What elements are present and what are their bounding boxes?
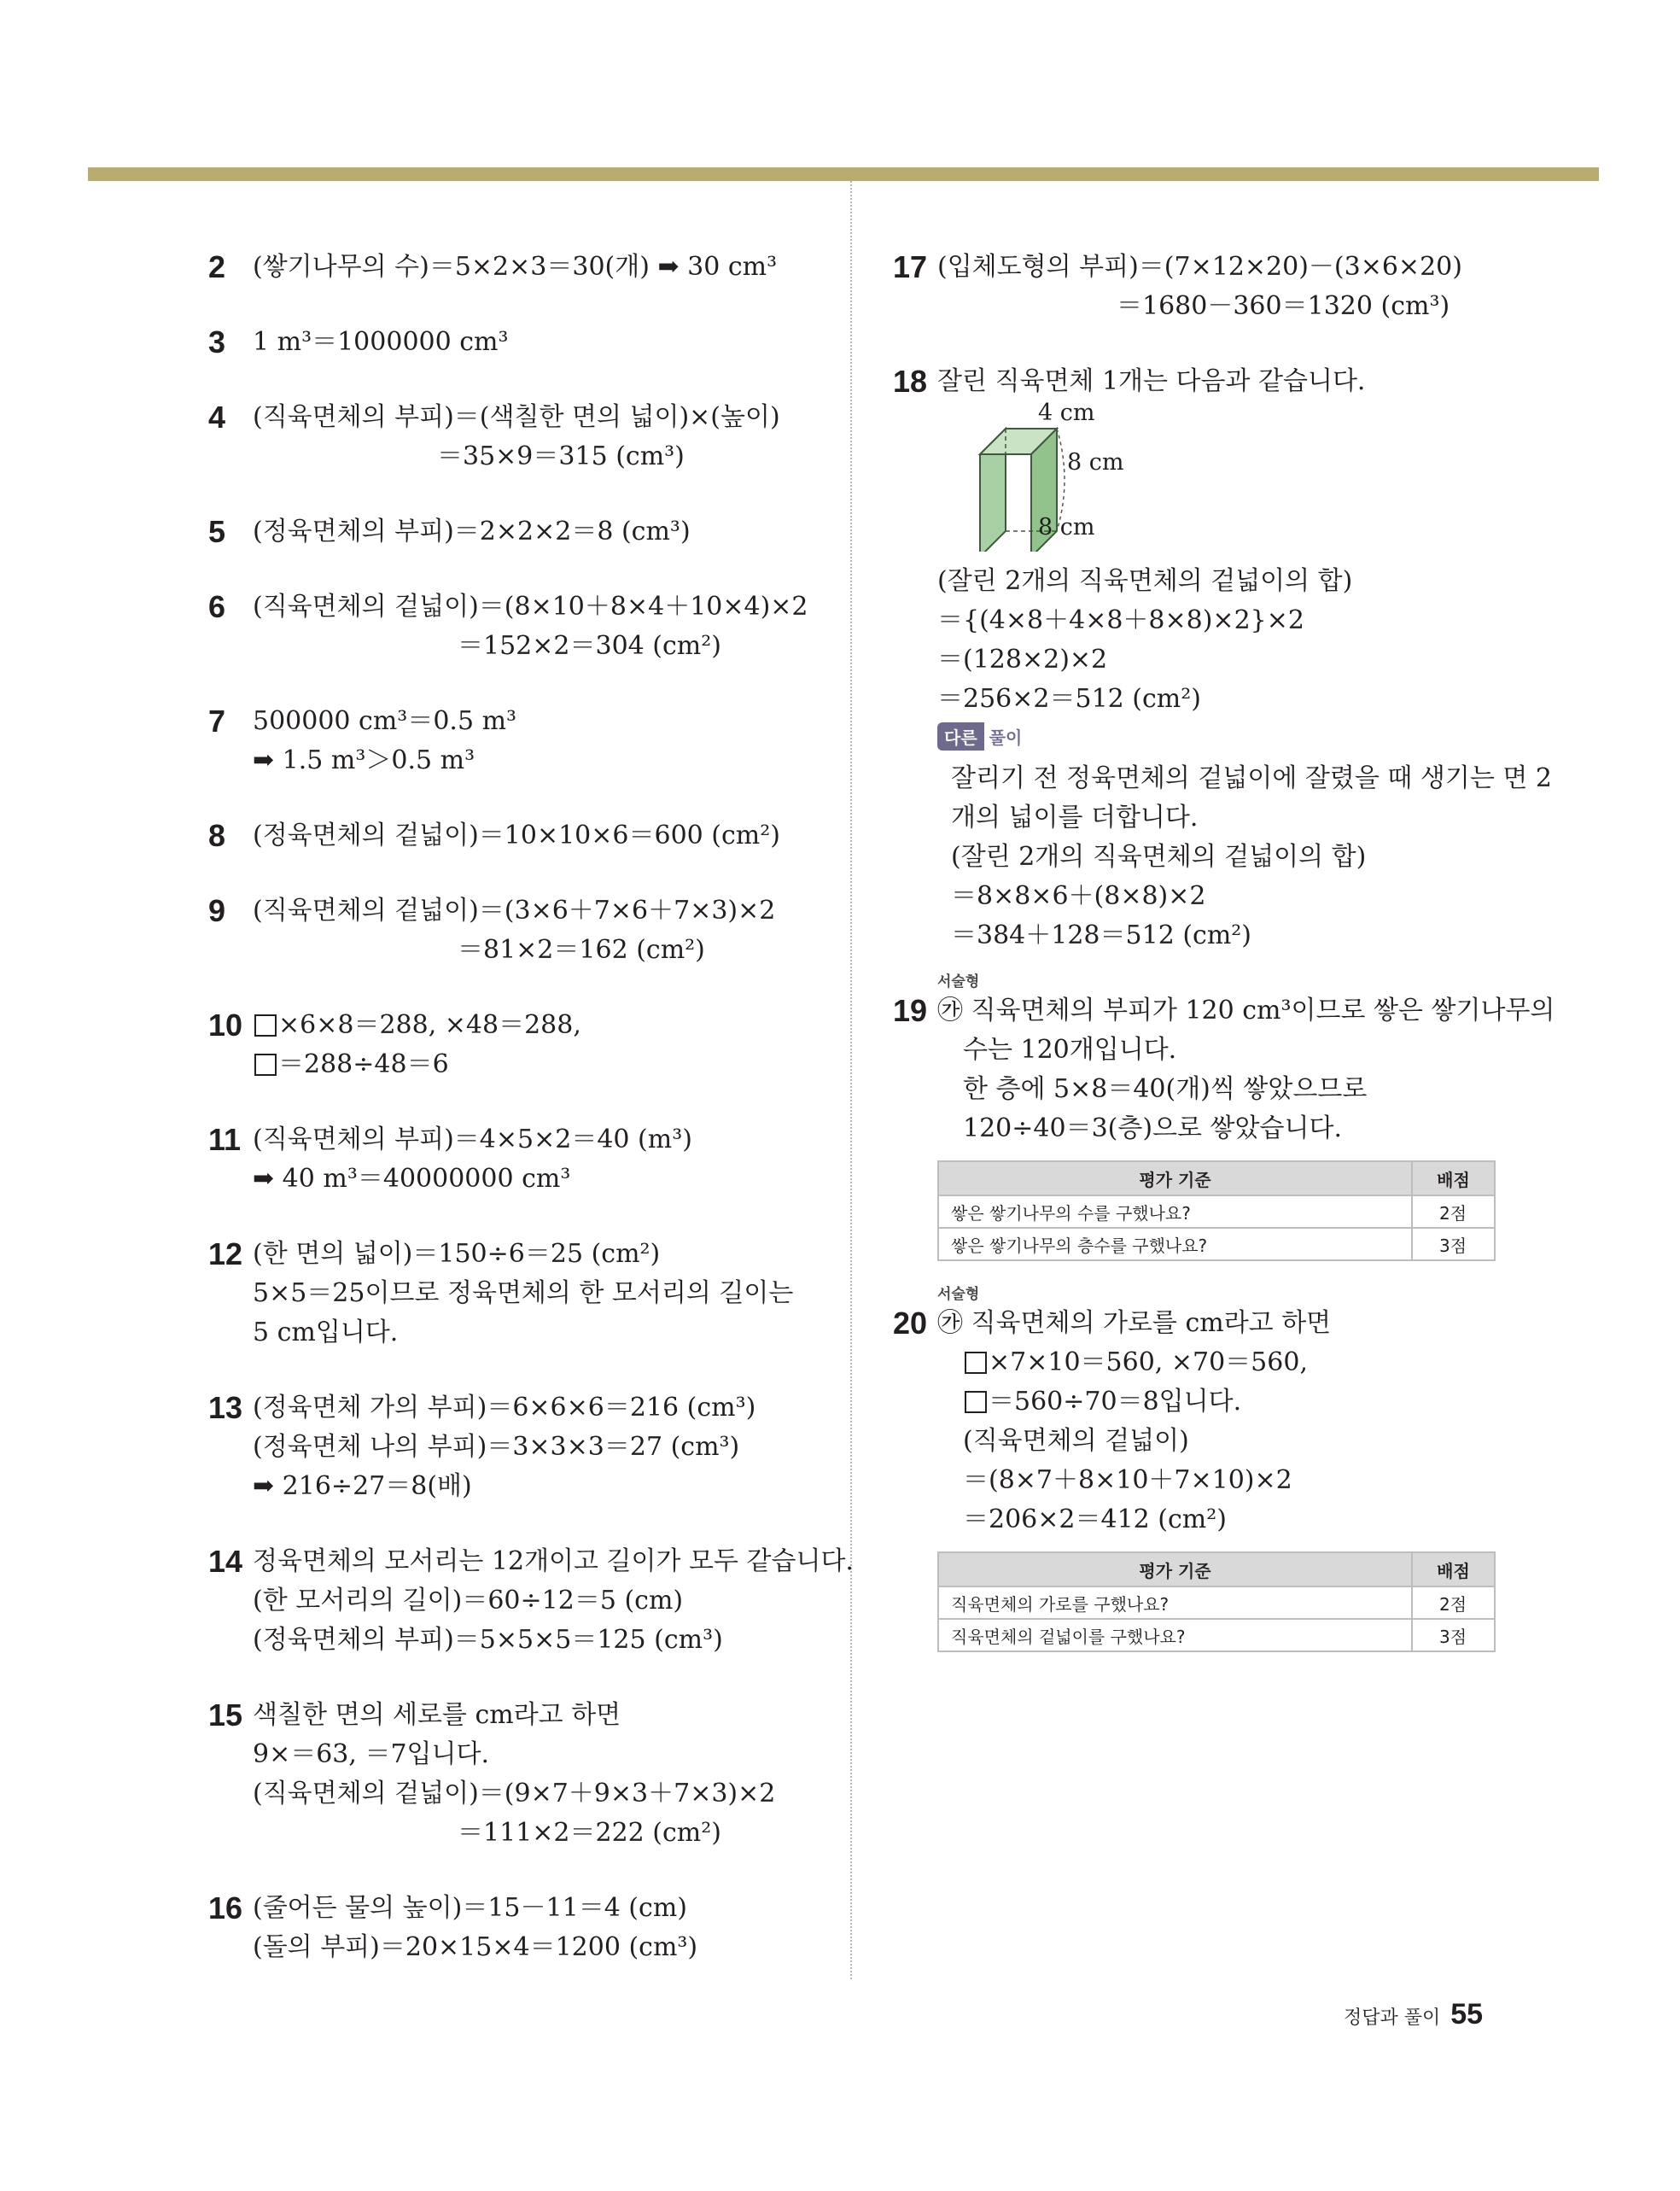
- answer-line: (직육면체의 겉넓이): [963, 1426, 1189, 1456]
- rubric-table: [937, 1551, 1496, 1652]
- problem-number: 9: [208, 893, 226, 928]
- answer-19: [893, 973, 1559, 1261]
- answer-line: ＝(128×2)×2: [937, 645, 1108, 675]
- answer-line: 잘린 직육면체 1개는 다음과 같습니다.: [937, 366, 1366, 396]
- answer-line: (쌓기나무의 수)＝5×2×3＝30(개) ➡ 30 cm³: [253, 252, 778, 282]
- problem-number: 18: [893, 364, 928, 399]
- answer-line: ＝256×2＝512 (cm²): [937, 684, 1201, 714]
- answer-line: (직육면체의 겉넓이)＝(8×10＋8×4＋10×4)×2: [253, 592, 808, 622]
- answer-line: 9×＝63, ＝7입니다.: [253, 1739, 490, 1769]
- rubric-score: 3점: [1412, 1228, 1495, 1260]
- answer-line: ➡ 1.5 m³＞0.5 m³: [253, 745, 475, 775]
- left-column: [208, 248, 854, 2003]
- column-divider: [850, 181, 852, 1979]
- problem-number: 6: [208, 589, 226, 624]
- answer-line: (잘린 2개의 직육면체의 겉넓이의 합): [937, 566, 1353, 596]
- answer-text: 색칠한 면의 세로를 cm라고 하면: [253, 1700, 621, 1730]
- answer-line: (정육면체의 겉넓이)＝10×10×6＝600 (cm²): [253, 821, 780, 850]
- answer-line: [253, 1045, 823, 1084]
- answer-text: ×7×10＝560, ×70＝560,: [989, 1347, 1308, 1377]
- problem-number: 4: [208, 400, 226, 435]
- answer-6: [208, 587, 823, 666]
- answer-line: 개의 넓이를 더합니다.: [951, 803, 1199, 833]
- problem-number: 12: [208, 1236, 243, 1271]
- rubric-row: [938, 1228, 1495, 1260]
- answer-line: ＝81×2＝162 (cm²): [458, 935, 705, 965]
- answer-line: (돌의 부피)＝20×15×4＝1200 (cm³): [253, 1932, 698, 1962]
- answer-line: (직육면체의 겉넓이)＝(9×7＋9×3＋7×3)×2: [253, 1779, 776, 1808]
- header-bar: [88, 167, 1599, 181]
- problem-number: 20: [893, 1306, 928, 1341]
- dimension-label: 4 cm: [1038, 400, 1095, 426]
- descriptive-tag: 서술형: [937, 973, 980, 990]
- answer-line: ㉮ 직육면체의 부피가 120 cm³이므로 쌓은 쌓기나무의: [937, 996, 1555, 1025]
- problem-number: 3: [208, 324, 226, 359]
- answer-line: (정육면체의 부피)＝2×2×2＝8 (cm³): [253, 517, 691, 546]
- answer-line: ＝384＋128＝512 (cm²): [951, 920, 1252, 950]
- answer-line: ㉮ 직육면체의 가로를 cm라고 하면: [937, 1308, 1332, 1338]
- rubric-header-score: 배점: [1412, 1161, 1495, 1195]
- answer-line: 수는 120개입니다.: [963, 1035, 1177, 1065]
- answer-5: [208, 512, 823, 552]
- alt-badge-dark: 다른: [937, 722, 984, 751]
- answer-line: (직육면체의 부피)＝4×5×2＝40 (m³): [253, 1125, 692, 1154]
- answer-line: 1 m³＝1000000 cm³: [253, 327, 509, 357]
- answer-2: [208, 248, 823, 287]
- rubric-header-criteria: 평가 기준: [938, 1552, 1412, 1586]
- answer-line: ＝1680－360＝1320 (cm³): [1117, 291, 1450, 321]
- answer-line: (입체도형의 부피)＝(7×12×20)－(3×6×20): [937, 252, 1462, 282]
- problem-number: 2: [208, 249, 226, 284]
- answer-line: ➡ 40 m³＝40000000 cm³: [253, 1164, 571, 1194]
- answer-line: 500000 cm³＝0.5 m³: [253, 706, 517, 736]
- rubric-criteria: 직육면체의 가로를 구했나요?: [938, 1586, 1412, 1619]
- answer-18: [893, 362, 1559, 955]
- problem-number: 10: [208, 1008, 243, 1043]
- answer-line: (정육면체 나의 부피)＝3×3×3＝27 (cm³): [253, 1432, 740, 1462]
- rubric-row: [938, 1586, 1495, 1619]
- rubric-header-criteria: 평가 기준: [938, 1161, 1412, 1195]
- rubric-header: [938, 1161, 1495, 1195]
- answer-16: [208, 1889, 823, 1967]
- answer-line: ＝152×2＝304 (cm²): [458, 631, 721, 661]
- answer-line: 한 층에 5×8＝40(개)씩 쌓았으므로: [963, 1074, 1368, 1104]
- blank-box: [254, 1054, 277, 1076]
- answer-text: ＝288÷48＝6: [278, 1049, 449, 1079]
- answer-17: [893, 248, 1559, 326]
- answer-14: [208, 1542, 854, 1660]
- answer-9: [208, 891, 823, 970]
- answer-line: ➡ 216÷27＝8(배): [253, 1471, 472, 1501]
- rubric-table: [937, 1160, 1496, 1261]
- answer-line: ＝(8×7＋8×10＋7×10)×2: [963, 1465, 1292, 1495]
- answer-line: (줄어든 물의 높이)＝15－11＝4 (cm): [253, 1893, 687, 1923]
- answer-line: ＝{(4×8＋4×8＋8×8)×2}×2: [937, 605, 1304, 635]
- problem-number: 7: [208, 704, 226, 739]
- answer-text: ＝560÷70＝8입니다.: [989, 1387, 1242, 1417]
- answer-line: 5 cm입니다.: [253, 1318, 399, 1347]
- answer-line: 정육면체의 모서리는 12개이고 길이가 모두 같습니다.: [253, 1546, 854, 1576]
- answer-line: ＝206×2＝412 (cm²): [963, 1504, 1227, 1534]
- rubric-score: 2점: [1412, 1195, 1495, 1228]
- problem-number: 16: [208, 1890, 243, 1925]
- answer-line: (직육면체의 부피)＝(색칠한 면의 넓이)×(높이): [253, 402, 780, 432]
- answer-line: [937, 1343, 1559, 1382]
- answer-line: [937, 1382, 1559, 1422]
- blank-box: [965, 1352, 987, 1374]
- problem-number: 14: [208, 1544, 243, 1579]
- page-footer: [1344, 1998, 1483, 2031]
- answer-8: [208, 816, 823, 856]
- answer-7: [208, 702, 823, 780]
- answer-line: 5×5＝25이므로 정육면체의 한 모서리의 길이는: [253, 1278, 794, 1308]
- answer-13: [208, 1388, 823, 1506]
- answer-20: [893, 1286, 1559, 1652]
- rubric-criteria: 쌓은 쌓기나무의 층수를 구했나요?: [938, 1228, 1412, 1260]
- problem-number: 5: [208, 514, 226, 549]
- rubric-header-score: 배점: [1412, 1552, 1495, 1586]
- rubric-score: 2점: [1412, 1586, 1495, 1619]
- descriptive-tag: 서술형: [937, 1286, 980, 1303]
- rubric-header: [938, 1552, 1495, 1586]
- answer-line: [253, 1696, 823, 1735]
- answer-4: [208, 398, 823, 476]
- problem-number: 13: [208, 1390, 243, 1425]
- answer-line: 120÷40＝3(층)으로 쌓았습니다.: [963, 1113, 1342, 1143]
- answer-line: (정육면체의 부피)＝5×5×5＝125 (cm³): [253, 1625, 723, 1655]
- dimension-label: 8 cm: [1067, 449, 1124, 476]
- right-column: [893, 248, 1559, 1688]
- rubric-row: [938, 1195, 1495, 1228]
- answer-line: (한 모서리의 길이)＝60÷12＝5 (cm): [253, 1586, 684, 1615]
- rubric-criteria: 직육면체의 겉넓이를 구했나요?: [938, 1619, 1412, 1651]
- alt-badge-light: 풀이: [984, 722, 1028, 751]
- problem-number: 11: [208, 1122, 242, 1157]
- problem-number: 17: [893, 249, 928, 284]
- cuboid-figure: [971, 400, 1559, 552]
- answer-15: [208, 1696, 823, 1853]
- alt-solution: [937, 759, 1559, 955]
- answer-line: ＝35×9＝315 (cm³): [437, 441, 685, 471]
- answer-line: (정육면체 가의 부피)＝6×6×6＝216 (cm³): [253, 1393, 756, 1423]
- rubric-score: 3점: [1412, 1619, 1495, 1651]
- footer-label: 정답과 풀이: [1344, 2007, 1441, 2029]
- problem-number: 8: [208, 818, 226, 853]
- alt-solution-badge: [937, 722, 1027, 751]
- blank-box: [965, 1391, 987, 1413]
- answer-line: (잘린 2개의 직육면체의 겉넓이의 합): [951, 842, 1367, 872]
- answer-text: ×6×8＝288, ×48＝288,: [278, 1010, 581, 1040]
- rubric-criteria: 쌓은 쌓기나무의 수를 구했나요?: [938, 1195, 1412, 1228]
- answer-10: [208, 1006, 823, 1084]
- answer-3: [208, 323, 823, 362]
- blank-box: [254, 1014, 277, 1037]
- answer-11: [208, 1120, 823, 1199]
- answer-12: [208, 1235, 823, 1353]
- problem-number: 15: [208, 1697, 243, 1732]
- dimension-label: 8 cm: [1038, 514, 1095, 540]
- answer-line: ＝111×2＝222 (cm²): [458, 1818, 721, 1848]
- rubric-row: [938, 1619, 1495, 1651]
- problem-number: 19: [893, 993, 928, 1028]
- answer-line: 잘리기 전 정육면체의 겉넓이에 잘렸을 때 생기는 면 2: [951, 763, 1552, 793]
- answer-line: ＝8×8×6＋(8×8)×2: [951, 881, 1206, 911]
- page-number: 55: [1450, 1998, 1484, 2030]
- answer-line: [253, 1006, 823, 1045]
- answer-line: (한 면의 넓이)＝150÷6＝25 (cm²): [253, 1239, 661, 1269]
- answer-line: (직육면체의 겉넓이)＝(3×6＋7×6＋7×3)×2: [253, 896, 776, 926]
